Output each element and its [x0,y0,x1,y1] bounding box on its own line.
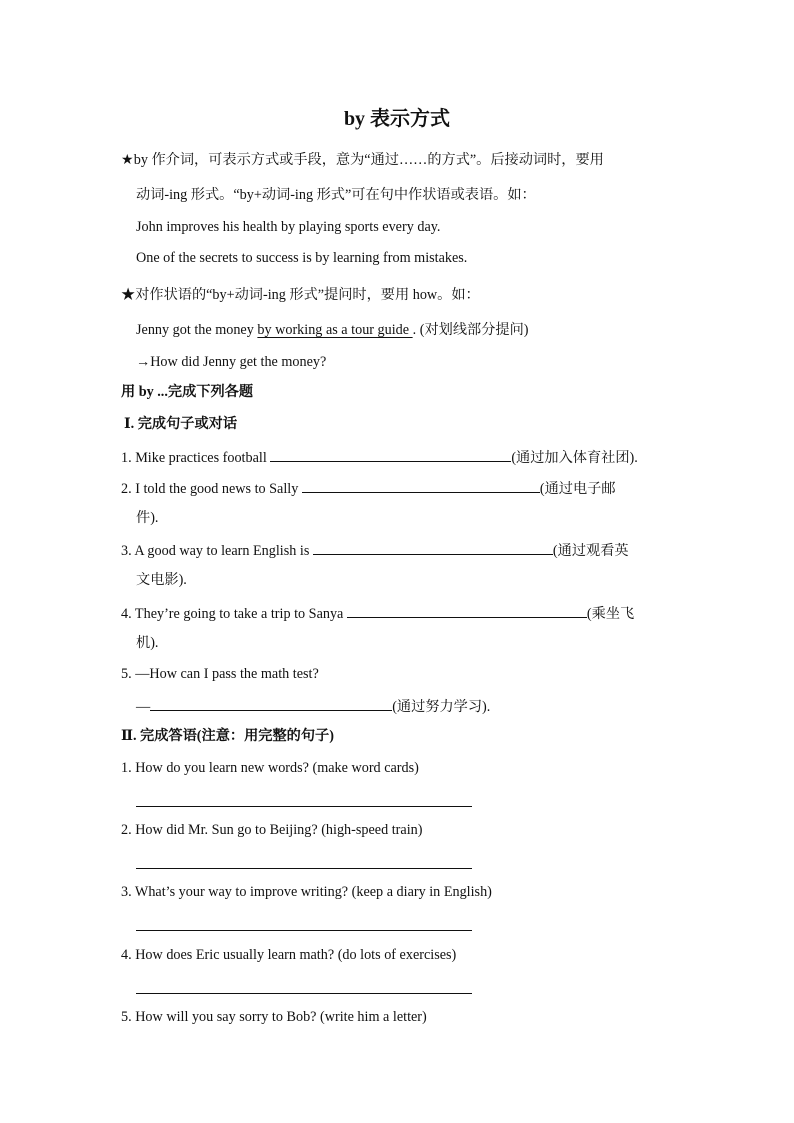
s1-item-4 [121,603,634,623]
s1-item-2 [121,478,616,498]
section-1-heading: Ⅰ. 完成句子或对话 [124,416,238,432]
example-3-note: . (对划线部分提问) [412,322,529,338]
intro-line-3: ★对作状语的“by+动词-ing 形式”提问时，要用 how。如： [121,287,480,303]
intro-example-1: John improves his health by playing sports every day. [136,219,441,235]
s1-item-4-blank[interactable] [347,603,587,618]
s1-item-4-text: 4. They’re going to take a trip to Sanya [121,606,347,622]
s1-item-5-dash: — [136,699,151,715]
s1-item-5: 5. —How can I pass the math test? [121,666,319,682]
s1-item-3-blank[interactable] [313,540,553,555]
intro-example-2: One of the secrets to success is by learning from mistakes. [136,250,468,266]
s1-item-1 [121,447,638,467]
s1-item-5-blank[interactable] [150,696,392,711]
s1-item-1-text: 1. Mike practices football [121,450,271,466]
s2-question-2: 2. How did Mr. Sun go to Beijing? (high-speed train) [121,822,423,838]
s1-item-2-text: 2. I told the good news to Sally [121,481,302,497]
s1-item-2-blank[interactable] [302,478,540,493]
s1-item-5-hint: (通过努力学习). [392,699,491,715]
s1-item-3 [121,540,629,560]
s1-item-2-hint: (通过电子邮 [539,481,616,497]
s1-item-2-cont: 件). [136,510,159,526]
s1-item-3-cont: 文电影). [136,572,187,588]
s1-item-3-text: 3. A good way to learn English is [121,543,313,559]
task-heading: 用 by ...完成下列各题 [121,384,254,400]
s1-item-4-cont: 机). [136,635,159,651]
s2-answer-line-4[interactable] [136,993,472,994]
s1-item-1-blank[interactable] [270,447,511,462]
s2-question-4: 4. How does Eric usually learn math? (do lots of exercises) [121,947,457,963]
example-3-text: Jenny got the money [136,322,258,338]
s1-item-5-line-2 [136,696,490,716]
section-2-heading: Ⅱ. 完成答语(注意：用完整的句子) [121,728,334,744]
s2-question-5: 5. How will you say sorry to Bob? (write him a letter) [121,1009,427,1025]
intro-example-3 [136,321,528,339]
s1-item-3-hint: (通过观看英 [552,543,629,559]
page-title: by 表示方式 [343,108,451,130]
example-3-underlined: by working as a tour guide [257,322,413,338]
s2-question-1: 1. How do you learn new words? (make word cards) [121,760,419,776]
s2-answer-line-1[interactable] [136,806,472,807]
s2-answer-line-3[interactable] [136,930,472,931]
intro-line-1: ★by 作介词，可表示方式或手段，意为“通过……的方式”。后接动词时，要用 [121,152,604,168]
s2-question-3: 3. What’s your way to improve writing? (keep a diary in English) [121,884,492,900]
intro-example-3-answer: →How did Jenny get the money? [136,354,327,370]
intro-line-2: 动词-ing 形式。“by+动词-ing 形式”可在句中作状语或表语。如： [136,187,536,203]
s1-item-1-hint: (通过加入体育社团). [511,450,638,466]
s1-item-4-hint: (乘坐飞 [586,606,635,622]
s2-answer-line-2[interactable] [136,868,472,869]
